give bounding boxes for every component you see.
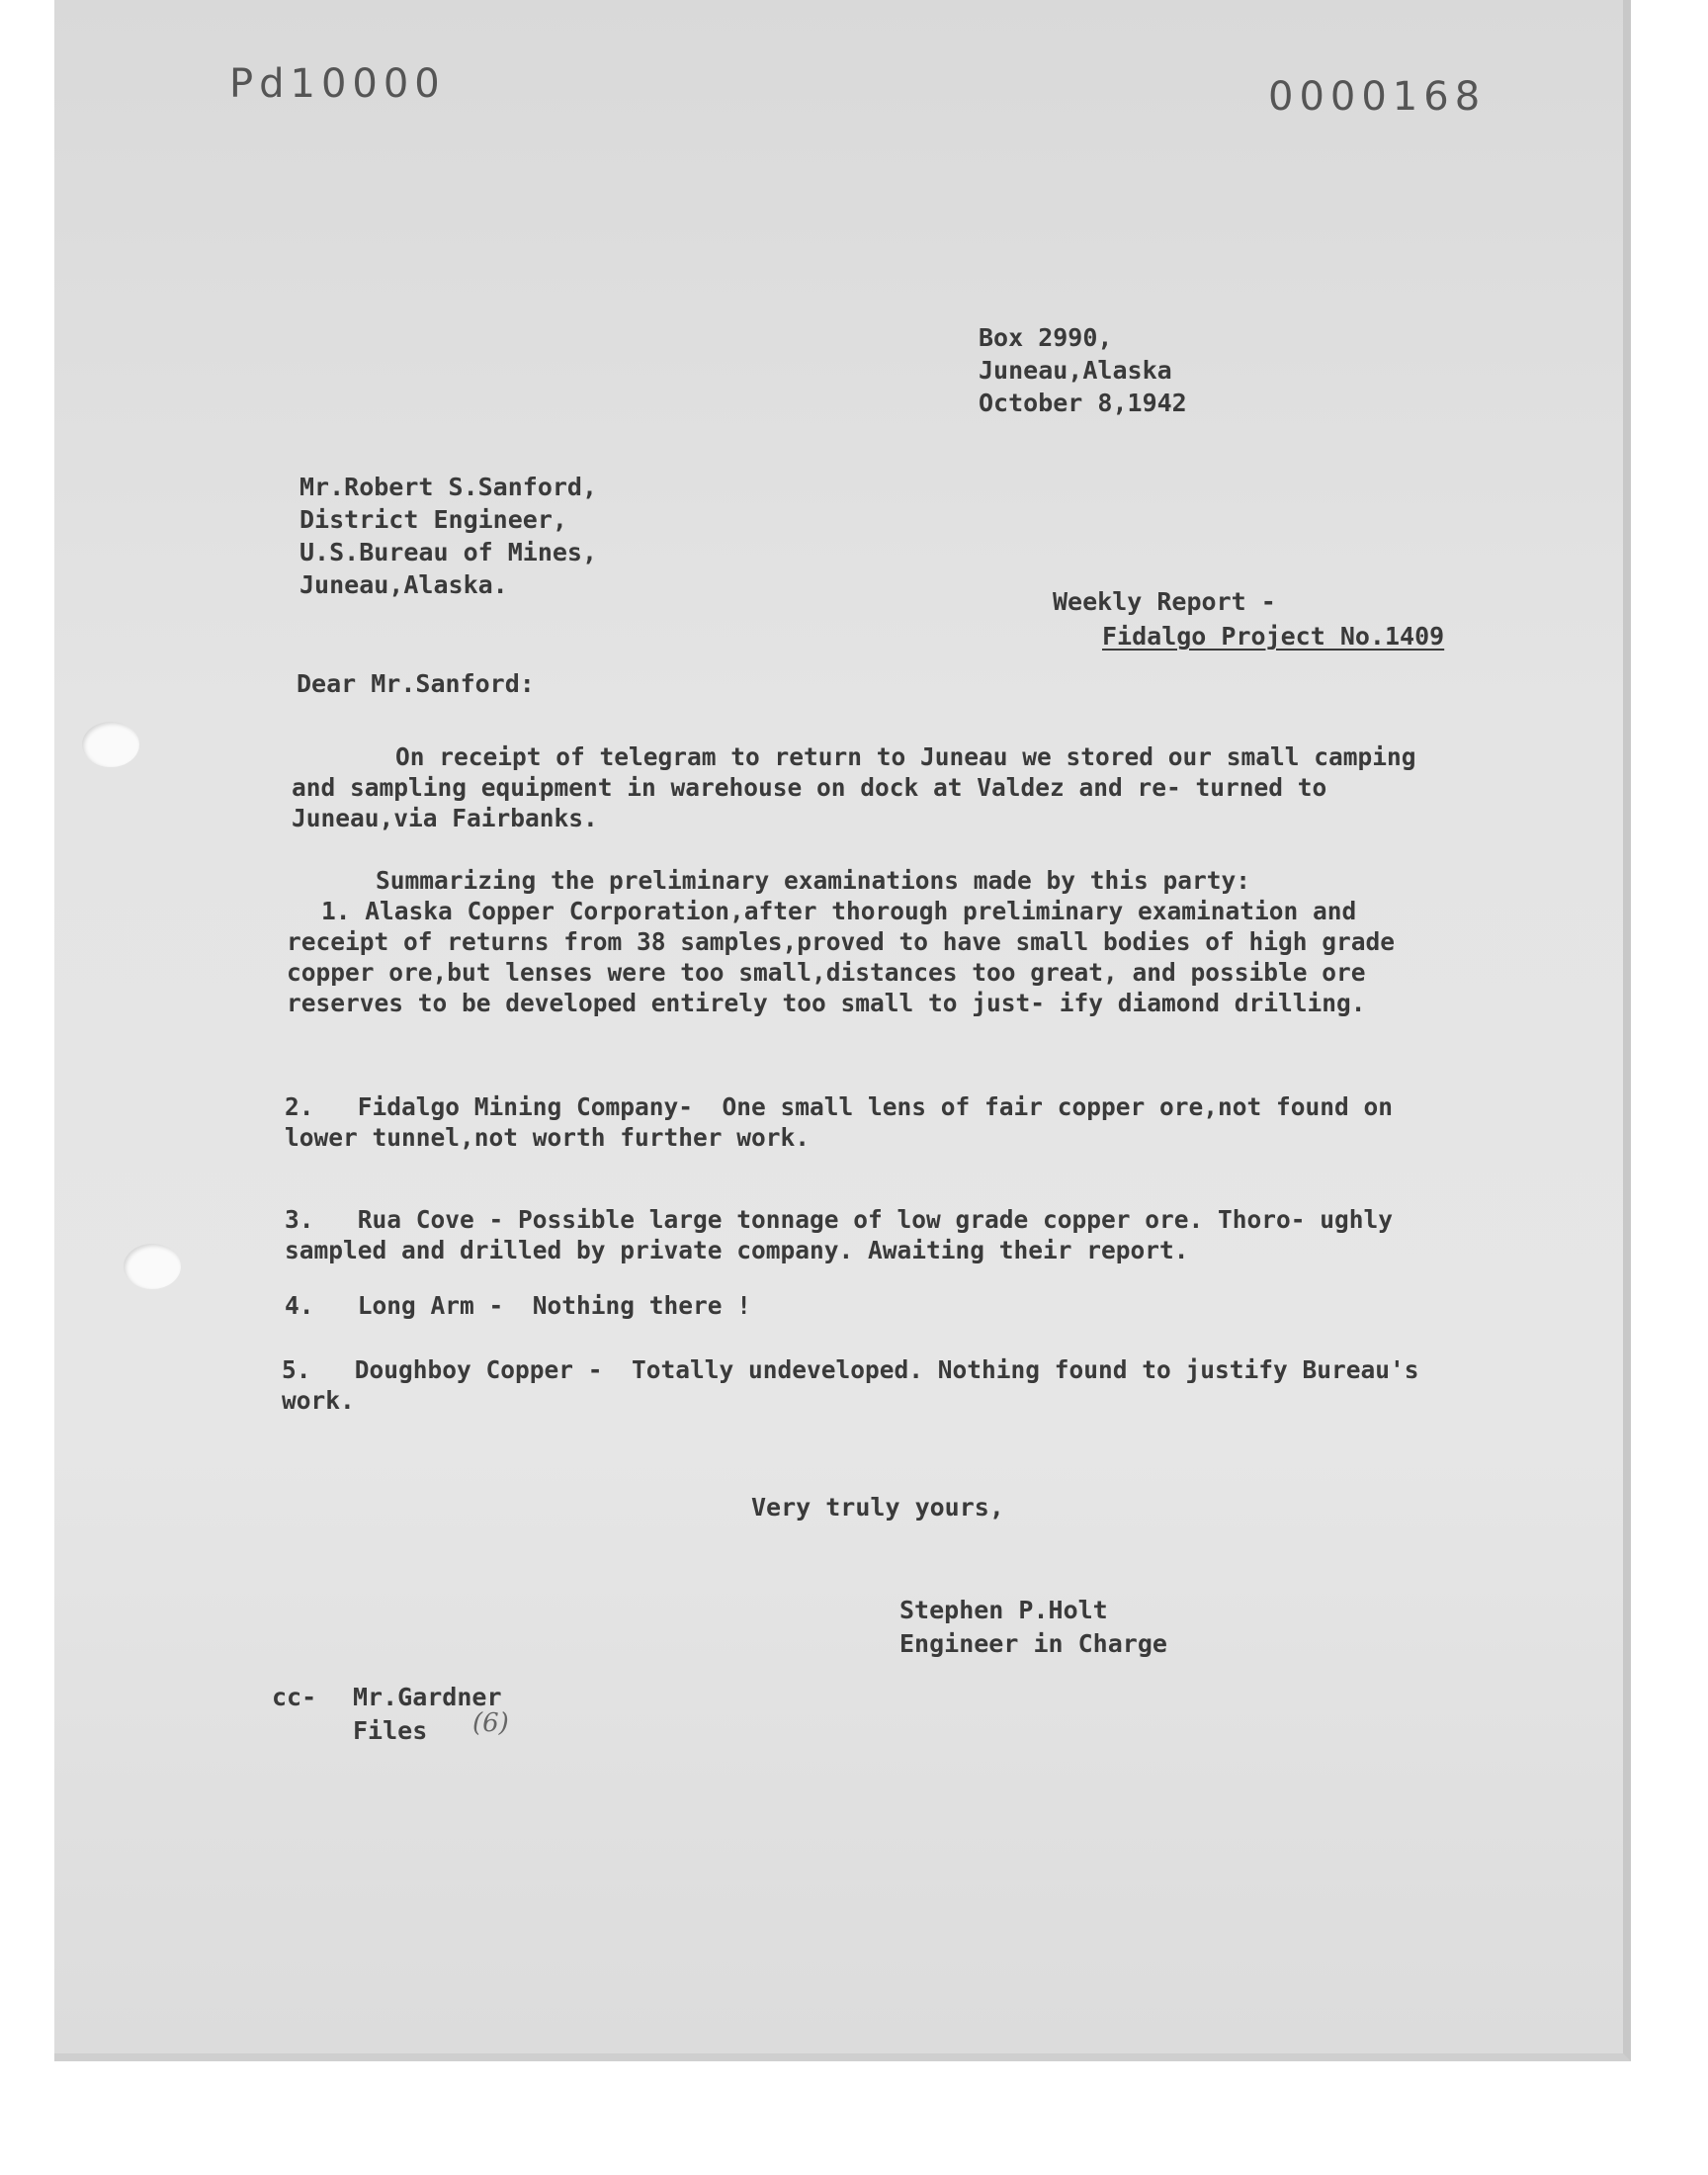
subject-line: Weekly Report - <box>1053 587 1276 616</box>
cc-recipient: Files <box>353 1716 428 1745</box>
document-page <box>54 0 1631 2061</box>
punch-hole <box>124 1244 181 1289</box>
list-item: 2. Fidalgo Mining Company- One small lens of fair copper ore,not found on lower tunnel,not worth further work. <box>285 1092 1408 1152</box>
stamp-left: Pd10000 <box>229 61 446 107</box>
punch-hole <box>82 722 139 767</box>
address-date: October 8,1942 <box>979 389 1187 417</box>
summary-line: Summarizing the preliminary examinations made by this party: <box>376 866 1251 895</box>
list-item: 4. Long Arm - Nothing there ! <box>285 1291 752 1320</box>
stamp-right: 0000168 <box>1268 74 1487 120</box>
list-item: 5. Doughboy Copper - Totally undeveloped. Nothing found to justify Bureau's work. <box>282 1355 1434 1415</box>
intro-paragraph: On receipt of telegram to return to Juneau we stored our small camping and sampling equipment in warehouse on dock at Valdez and re- turned to Juneau,via Fairbanks. <box>292 742 1416 832</box>
list-item: 1. Alaska Copper Corporation,after thorough preliminary examination and receipt of returns from 38 samples,proved to have small bodies of high grade copper ore,but lenses were too small,distances too great, and possible ore reserves to be developed entirely too small to just- ify diamond drilling. <box>287 897 1396 1017</box>
recipient-line: District Engineer, <box>299 505 567 534</box>
address-line: Box 2990, <box>979 323 1113 352</box>
subject-project: Fidalgo Project No.1409 <box>1102 622 1445 651</box>
cc-label: cc- <box>272 1683 317 1711</box>
recipient-line: Mr.Robert S.Sanford, <box>299 473 598 501</box>
handwritten-note: (6) <box>472 1708 509 1738</box>
closing: Very truly yours, <box>751 1493 1004 1522</box>
salutation: Dear Mr.Sanford: <box>297 669 535 698</box>
cc-recipient: Mr.Gardner <box>353 1683 502 1711</box>
recipient-line: Juneau,Alaska. <box>299 570 508 599</box>
address-line: Juneau,Alaska <box>979 356 1172 385</box>
signature-name: Stephen P.Holt <box>899 1596 1108 1624</box>
recipient-line: U.S.Bureau of Mines, <box>299 538 598 566</box>
signature-title: Engineer in Charge <box>899 1629 1167 1658</box>
list-item: 3. Rua Cove - Possible large tonnage of low grade copper ore. Thoro- ughly sampled and drilled by private company. Awaiting their report. <box>285 1205 1408 1264</box>
